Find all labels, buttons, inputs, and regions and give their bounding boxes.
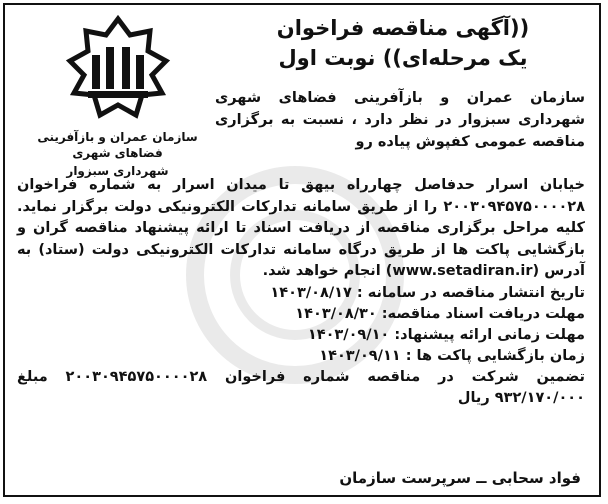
ad-frame: [3, 3, 601, 497]
date-documents: مهلت دریافت اسناد مناقصه: ۱۴۰۳/۰۸/۳۰: [295, 305, 585, 322]
title-line-2: یک مرحله‌ای)) نوبت اول: [278, 46, 528, 70]
logo-emblem-icon: [58, 15, 178, 127]
dates-list: [17, 283, 585, 367]
signature: فواد سحابی ــ سرپرست سازمان: [339, 469, 581, 487]
notice-body: [17, 175, 585, 409]
date-opening: زمان بازگشایی پاکت ها : ۱۴۰۳/۰۹/۱۱: [319, 347, 585, 364]
notice-title: [223, 13, 583, 73]
date-publish: تاریخ انتشار مناقصه در سامانه : ۱۴۰۳/۰۸/۱۷: [270, 284, 585, 301]
title-line-1: ((آگهی مناقصه فراخوان: [276, 16, 530, 40]
intro-paragraph: سازمان عمران و بازآفرینی فضاهای شهری شهرداری سبزوار در نظر دارد ، نسبت به برگزاری مناقصه عمومی کفپوش پیاده رو: [215, 90, 585, 150]
date-proposal: مهلت زمانی ارائه پیشنهاد: ۱۴۰۳/۰۹/۱۰: [307, 326, 585, 343]
org-name-line-1: سازمان عمران و بازآفرینی فضاهای شهری: [37, 130, 198, 160]
guarantee-text: تضمین شرکت در مناقصه شماره فراخوان ۲۰۰۳۰۹۴۵۷۵۰۰۰۰۲۸ مبلغ ۹۳۲/۱۷۰/۰۰۰ ریال: [17, 368, 585, 406]
organization-logo: [15, 15, 220, 178]
org-name-line-2: شهرداری سبزوار: [66, 164, 169, 178]
body-paragraph: خیابان اسرار حدفاصل چهارراه بیهق تا میدان اسرار به شماره فراخوان ۲۰۰۳۰۹۴۵۷۵۰۰۰۰۲۸ را از طریق سامانه تدارکات الکترونیکی دولت برگزار نماید. کلیه مراحل برگزاری مناقصه از دریافت اسناد تا ارائه پیشنهاد مناقصه گران و بازگشایی پاکت ها از طریق درگاه سامانه تدارکات الکترونیکی دولت (ستاد) به آدرس (www.setadiran.ir) انجام خواهد شد.: [17, 177, 585, 279]
